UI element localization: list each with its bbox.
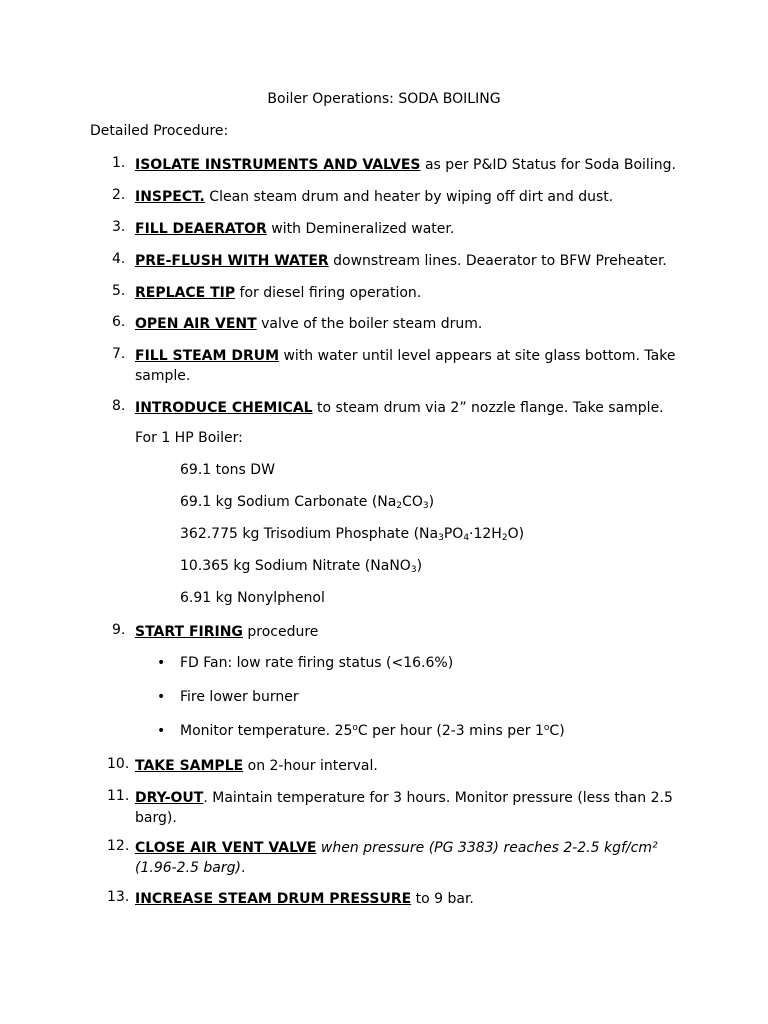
step-number: 13. xyxy=(107,889,130,905)
step-text: when pressure (PG 3383) reaches 2-2.5 kgf/cm² (1.96-2.5 barg) xyxy=(135,840,658,876)
step-number: 4. xyxy=(112,251,126,267)
chemical-item: 69.1 kg Sodium Carbonate $(Na_2CO_3)$ xyxy=(180,494,435,511)
chemical-item: 362.775 kg Trisodium Phosphate $(Na_3PO_4\cdot 12H_2O)$ xyxy=(180,526,525,543)
step-text: procedure xyxy=(242,624,319,640)
step-keyword: INSPECT. xyxy=(135,189,205,205)
chemical-item: 6.91 kg Nonylphenol xyxy=(180,590,325,606)
step-keyword: FILL DEAERATOR xyxy=(135,221,267,237)
bullet-icon: • xyxy=(157,723,166,739)
bullet-icon: • xyxy=(157,689,166,705)
step-keyword: FILL STEAM DRUM xyxy=(135,348,280,364)
step-number: 9. xyxy=(112,622,126,638)
step-keyword: TAKE SAMPLE xyxy=(135,758,244,774)
step-text: to 9 bar. xyxy=(411,891,474,907)
step-keyword: REPLACE TIP xyxy=(135,285,236,301)
step-text: with water until level appears at site glass bottom. Take sample. xyxy=(135,348,676,384)
step-keyword: ISOLATE INSTRUMENTS AND VALVES xyxy=(135,157,421,173)
step-text: . Maintain temperature for 3 hours. Monitor pressure (less than 2.5 barg). xyxy=(135,790,673,826)
step-number: 1. xyxy=(112,155,126,171)
step-number: 11. xyxy=(107,788,130,804)
step-text: Clean steam drum and heater by wiping off dirt and dust. xyxy=(204,189,614,205)
step-number: 8. xyxy=(112,398,126,414)
step-number: 7. xyxy=(112,346,126,362)
step-keyword: INTRODUCE CHEMICAL xyxy=(135,400,313,416)
chemical-item: 10.365 kg Sodium Nitrate (NaNO$_3$) xyxy=(180,558,423,575)
step-keyword: OPEN AIR VENT xyxy=(135,316,257,332)
step-text: for diesel firing operation. xyxy=(235,285,422,301)
chemical-item: 69.1 tons DW xyxy=(180,462,275,478)
step-text: downstream lines. Deaerator to BFW Preheater. xyxy=(328,253,667,269)
step-text: as per P&ID Status for Soda Boiling. xyxy=(420,157,676,173)
step-keyword: CLOSE AIR VENT VALVE xyxy=(135,840,317,856)
step-text: with Demineralized water. xyxy=(266,221,455,237)
step-number: 5. xyxy=(112,283,126,299)
bullet-icon: • xyxy=(157,655,166,671)
step-text: to steam drum via 2” nozzle flange. Take sample. xyxy=(312,400,664,416)
intro-label: Detailed Procedure: xyxy=(90,123,229,139)
chemicals-heading: For 1 HP Boiler: xyxy=(135,430,243,446)
step-number: 6. xyxy=(112,314,126,330)
step-number: 2. xyxy=(112,187,126,203)
step-keyword: START FIRING xyxy=(135,624,243,640)
step-number: 12. xyxy=(107,838,130,854)
step-text: valve of the boiler steam drum. xyxy=(256,316,483,332)
step-text: on 2-hour interval. xyxy=(243,758,378,774)
step-number: 3. xyxy=(112,219,126,235)
step-keyword: INCREASE STEAM DRUM PRESSURE xyxy=(135,891,412,907)
document-page: Boiler Operations: SODA BOILING Detailed Procedure: 1. ISOLATE INSTRUMENTS AND VALVES as per P&ID Status for Soda Boiling. 2. INSPECT. Clean steam drum and heater by wiping off dirt and dust. 3. FILL DEAERATOR with Demineralized water. 4. PRE-FLUSH WITH WATER downstream lines. Deaerator to BFW Preheater. 5. REPLACE TIP for diesel firing operation. 6. OPEN AIR VENT valve of the boiler steam drum. 7. FILL STEAM DRUM with water until level appears at site glass bottom. Take sample. 8. INTRODUCE CHEMICAL to steam drum via 2” nozzle flange. Take sample. For 1 HP Boiler: 69.1 tons DW 69.1 kg Sodium Carbonate $(Na_2CO_3)$ 362.775 kg Trisodium Phosphate $(Na_3PO_4\cdot 12H_2O)$ 10.365 kg Sodium Nitrate (NaNO$_3$) 6.91 kg Nonylphenol 9. START FIRING procedure • FD Fan: low rate firing status (<16.6%) • Fire lower burner • Monitor temperature. 25$^o$C per hour (2-3 mins per 1$^o$C) 10. TAKE SAMPLE on 2-hour interval. 11. DRY-OUT. Maintain temperature for 3 hours. Monitor pressure (less than 2.5 barg). 12. CLOSE AIR VENT VALVE when pressure (PG 3383) reaches 2-2.5 kgf/cm² (1.96-2.5 barg). 13. INCREASE STEAM DRUM PRESSURE to 9 bar. xyxy=(0,0,768,1024)
document-title: Boiler Operations: SODA BOILING xyxy=(267,91,501,107)
step-number: 10. xyxy=(107,756,130,772)
step-keyword: DRY-OUT xyxy=(135,790,204,806)
step-keyword: PRE-FLUSH WITH WATER xyxy=(135,253,329,269)
